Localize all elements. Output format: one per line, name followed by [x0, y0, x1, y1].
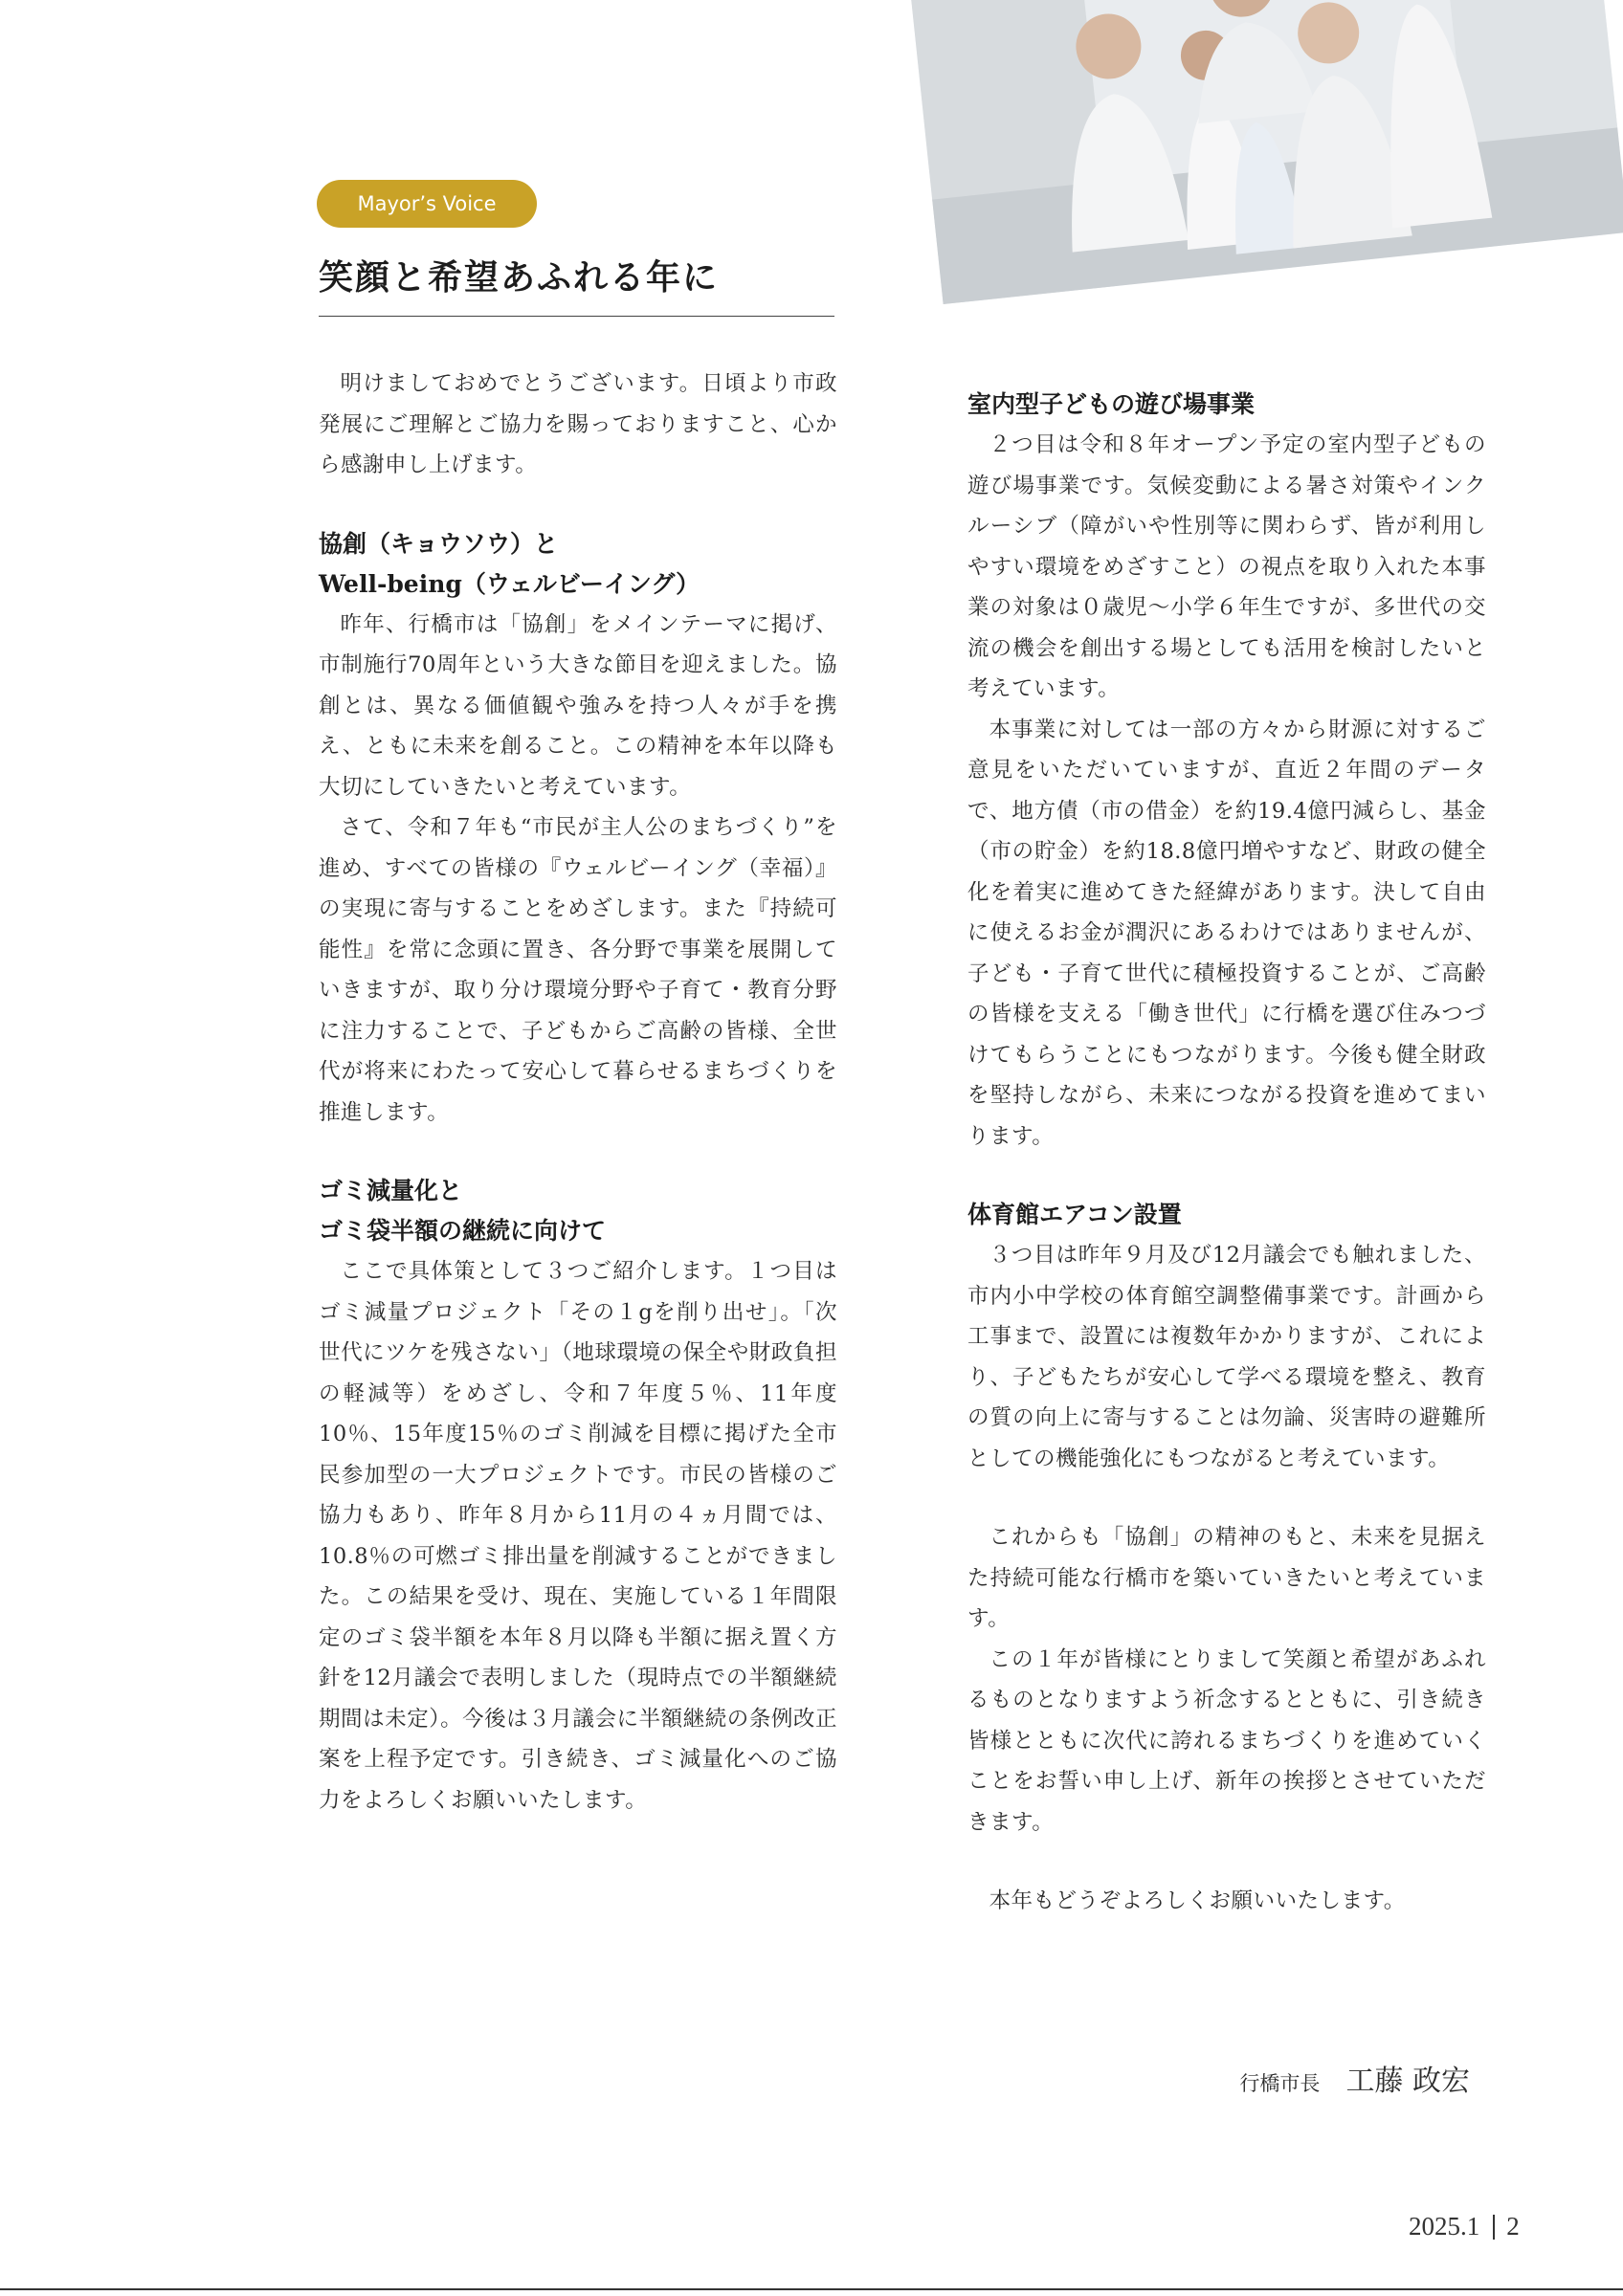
section-heading-line: 協創（キョウソウ）と: [319, 529, 559, 558]
intro-paragraph: 明けましておめでとうございます。日頃より市政発展にご理解とご協力を賜っておりますこと、心から感謝申し上げます。: [319, 371, 837, 477]
section-heading-kyoso: [319, 524, 837, 605]
body-paragraph: さて、令和７年も“市民が主人公のまちづくり”を進め、すべての皆様の『ウェルビーイング（幸福）』の実現に寄与することをめざします。また『持続可能性』を常に念頭に置き、各分野で事業を展開していきますが、取り分け環境分野や子育て・教育分野に注力することで、子どもからご高齢の皆様、全世代が将来にわたって安心して暮らせるまちづくりを推進します。: [319, 815, 837, 1125]
section-heading-line: ゴミ袋半額の継続に向けて: [319, 1217, 607, 1245]
body-paragraph: ３つ目は昨年９月及び12月議会でも触れました、市内小中学校の体育館空調整備事業です。計画から工事まで、設置には複数年かかりますが、これにより、子どもたちが安心して学べる環境を整え、教育の質の向上に寄与することは勿論、災害時の避難所としての機能強化にもつながると考えています。: [967, 1243, 1486, 1471]
body-paragraph: 昨年、行橋市は「協創」をメインテーマに掲げ、市制施行70周年という大きな節目を迎えました。協創とは、異なる価値観や強みを持つ人々が手を携え、ともに未来を創ること。この精神を本年以降も大切にしていきたいと考えています。: [319, 611, 837, 800]
family-photo-illustration: [907, 0, 1623, 304]
page-title: 笑顔と希望あふれる年に: [319, 257, 720, 298]
body-paragraph: ここで具体策として３つご紹介します。１つ目はゴミ減量プロジェクト「その１gを削り出せ」。「次世代にツケを残さない」（地球環境の保全や財政負担の軽減等）をめざし、令和７年度５％、11年度10％、15年度15％のゴミ削減を目標に掲げた全市民参加型の一大プロジェクトです。市民の皆様のご協力もあり、昨年８月から11月の４ヵ月間では、10.8％の可燃ゴミ排出量を削減することができました。この結果を受け、現在、実施している１年間限定のゴミ袋半額を本年８月以降も半額に据え置く方針を12月議会で表明しました（現時点での半額継続期間は未定）。今後は３月議会に半額継続の条例改正案を上程予定です。引き続き、ゴミ減量化へのご協力をよろしくお願いいたします。: [319, 1259, 837, 1813]
signature-role: 行橋市長: [1239, 2072, 1321, 2095]
section-heading-line: ゴミ減量化と: [319, 1177, 463, 1204]
section-heading-garbage: [319, 1171, 837, 1251]
footer-rule: [0, 2288, 1623, 2290]
section-badge: Mayor’s Voice: [317, 180, 537, 228]
issue-date: 2025.1: [1409, 2212, 1480, 2241]
body-paragraph: 本事業に対しては一部の方々から財源に対するご意見をいただいていますが、直近２年間のデータで、地方債（市の借金）を約19.4億円減らし、基金（市の貯金）を約18.8億円増やすなど、財政の健全化を着実に進めてきた経緯があります。決して自由に使えるお金が潤沢にあるわけではありませんが、子ども・子育て世代に積極投資することが、ご高齢の皆様を支える「働き世代」に行橋を選び住みつづけてもらうことにもつながります。今後も健全財政を堅持しながら、未来につながる投資を進めてまいります。: [967, 717, 1486, 1149]
footer-separator: [1493, 2215, 1495, 2240]
signature: [1053, 2057, 1470, 2099]
body-paragraph: ２つ目は令和８年オープン予定の室内型子どもの遊び場事業です。気候変動による暑さ対策やインクルーシブ（障がいや性別等に関わらず、皆が利用しやすい環境をめざすこと）の視点を取り入れた本事業の対象は０歳児〜小学６年生ですが、多世代の交流の機会を創出する場としても活用を検討したいと考えています。: [967, 432, 1486, 701]
title-divider: [319, 316, 834, 317]
section-heading-aircon: 体育館エアコン設置: [967, 1201, 1182, 1228]
closing-paragraph: これからも「協創」の精神のもと、未来を見据えた持続可能な行橋市を築いていきたいと考えています。: [967, 1525, 1486, 1631]
left-column: [319, 364, 837, 1821]
section-heading-line: Well-being（ウェルビーイング）: [319, 569, 700, 598]
family-photo: [907, 0, 1623, 304]
page-number: 2: [1506, 2212, 1520, 2241]
section-heading-playground: 室内型子どもの遊び場事業: [967, 390, 1256, 418]
page-footer: [1409, 2212, 1520, 2241]
right-column: [967, 385, 1486, 1922]
closing-paragraph: この１年が皆様にとりまして笑顔と希望があふれるものとなりますよう祈念するとともに、引き続き皆様とともに次代に誇れるまちづくりを進めていくことをお誓い申し上げ、新年の挨拶とさせていただきます。: [967, 1646, 1486, 1835]
closing-greeting: 本年もどうぞよろしくお願いいたします。: [989, 1888, 1406, 1913]
signature-name: 工藤 政宏: [1345, 2064, 1470, 2098]
